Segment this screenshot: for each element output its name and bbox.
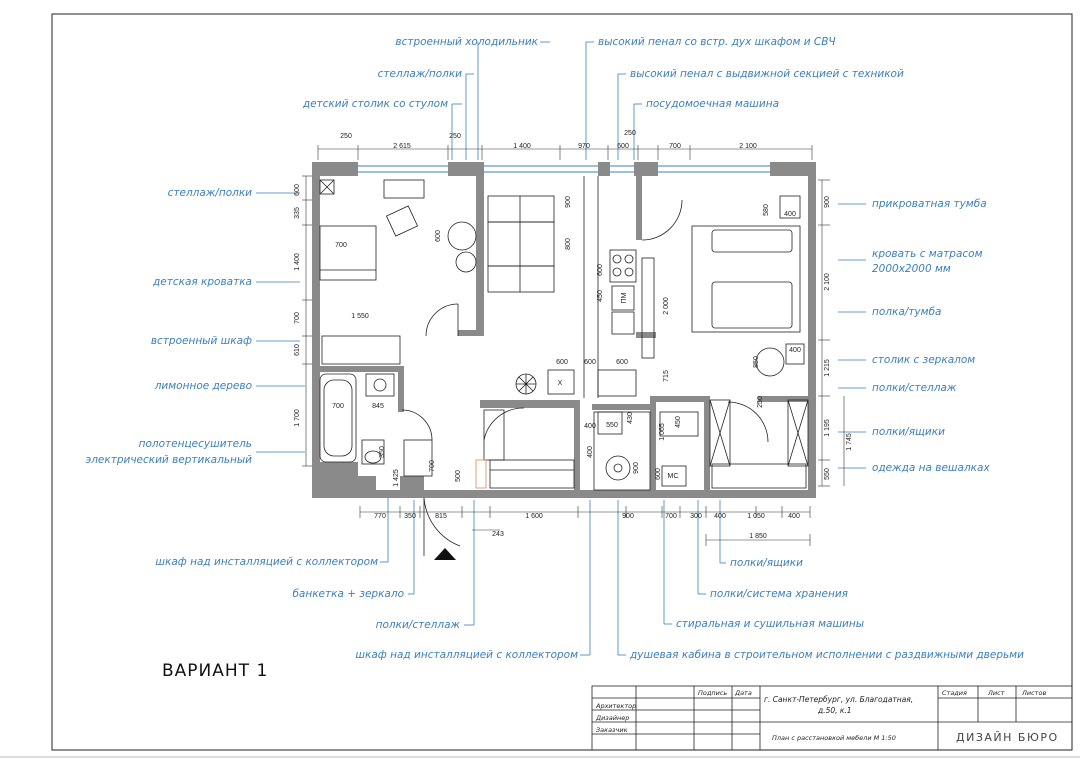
dim-inner: 2 000 (663, 297, 670, 315)
dim-inner: 700 (335, 242, 347, 249)
dim-left: 1 700 (294, 409, 301, 427)
dim-inner: 350 (379, 446, 386, 458)
dim-top: 2 100 (739, 143, 757, 150)
label-crib: детская кроватка (153, 276, 252, 288)
furniture-code-x: X (557, 380, 563, 387)
label-bed-size: 2000х2000 мм (872, 263, 951, 275)
dim-inner: 700 (332, 403, 344, 410)
dim-inner: 850 (753, 356, 760, 368)
label-bedside-table: прикроватная тумба (872, 198, 987, 210)
dim-inner: 600 (435, 230, 442, 242)
dim-right: 2 100 (824, 273, 831, 291)
label-storage-system: полки/система хранения (710, 588, 848, 600)
label-bed: кровать с матрасом (872, 248, 983, 260)
dim-right: 1 745 (846, 433, 853, 451)
label-rack-shelves-top: стеллаж/полки (377, 68, 462, 80)
label-cabinet-installation-2: шкаф над инсталляцией с коллектором (355, 649, 578, 661)
label-hanging-clothes: одежда на вешалках (872, 462, 990, 474)
title-block-designer: Дизайнер (596, 714, 630, 722)
label-towel-warmer-1: полотенцесушитель (138, 438, 252, 450)
label-rack-shelves-left: стеллаж/полки (167, 187, 252, 199)
dim-inner: 1 550 (351, 313, 369, 320)
dim-left: 335 (294, 207, 301, 219)
label-towel-warmer-2: электрический вертикальный (85, 454, 252, 466)
dim-inner: 800 (565, 238, 572, 250)
dim-inner: 450 (675, 416, 682, 428)
label-bench-mirror: банкетка + зеркало (292, 588, 404, 600)
dim-top: 250 (340, 133, 352, 140)
dim-top: 250 (624, 130, 636, 137)
dim-bottom: 900 (622, 513, 634, 520)
label-kids-table: детский столик со стулом (302, 98, 448, 110)
dim-bottom: 400 (788, 513, 800, 520)
dim-inner: 600 (597, 264, 604, 276)
dim-inner: 450 (597, 290, 604, 302)
dim-top: 2 615 (393, 143, 411, 150)
dim-inner: 600 (616, 359, 628, 366)
walls (312, 162, 816, 498)
title-block-stage-header: Стадия (942, 689, 967, 697)
label-washer-dryer: стиральная и сушильная машины (676, 618, 865, 630)
dim-bottom: 815 (435, 513, 447, 520)
title-block-client: Заказчик (596, 726, 628, 734)
dim-top: 1 400 (513, 143, 531, 150)
dim-inner: 430 (627, 412, 634, 424)
dim-inner: 600 (584, 359, 596, 366)
label-dishwasher: посудомоечная машина (646, 98, 780, 110)
dim-left: 1 400 (294, 253, 301, 271)
dim-top: 970 (578, 143, 590, 150)
title-block-sheet-header: Лист (988, 689, 1005, 697)
dim-bottom: 1 600 (525, 513, 543, 520)
dim-right: 550 (824, 468, 831, 480)
dim-bottom: 350 (404, 513, 416, 520)
label-shower-cabin: душевая кабина в строительном исполнении с раздвижными дверьми (630, 649, 1024, 661)
title-block-date-header: Дата (735, 689, 752, 697)
dim-left: 700 (294, 312, 301, 324)
label-lemon-tree: лимонное дерево (154, 380, 252, 392)
entrance-arrow (434, 548, 456, 560)
dim-inner: 845 (372, 403, 384, 410)
studio-logo: ДИЗАЙН БЮРО (956, 731, 1059, 744)
dim-inner: 1 065 (659, 423, 666, 441)
dim-inner: 400 (587, 446, 594, 458)
furniture-code-ms: МС (667, 473, 679, 480)
dim-bottom: 400 (714, 513, 726, 520)
dim-inner: 900 (633, 462, 640, 474)
dim-bottom: 770 (374, 513, 386, 520)
label-tall-cabinet-oven: высокий пенал со встр. дух шкафом и СВЧ (598, 36, 836, 48)
dim-top: 700 (669, 143, 681, 150)
furniture-code-pm: ПМ (621, 292, 628, 304)
title-block-sheet-title: План с расстановкой мебели М 1:50 (772, 734, 896, 742)
title-block-signature-header: Подпись (698, 689, 728, 697)
dim-inner: 250 (757, 396, 764, 408)
title-block-address: г. Санкт-Петербург, ул. Благодатная, д.50, к.1 (764, 695, 914, 715)
label-shelf-stand: полка/тумба (872, 306, 942, 318)
lemon-tree-symbol (516, 374, 536, 394)
dim-inner: 715 (663, 370, 670, 382)
label-built-in-fridge: встроенный холодильник (395, 36, 538, 48)
label-shelves-rack-bottom: полки/стеллаж (375, 619, 460, 631)
label-shelves-drawers-right: полки/ящики (872, 426, 945, 438)
dim-inner: 600 (556, 359, 568, 366)
dim-top: 250 (449, 133, 461, 140)
title-block-sheets-header: Листов (1022, 689, 1047, 697)
dim-inner: 600 (655, 468, 662, 480)
label-shelves-drawers-bottom: полки/ящики (730, 557, 803, 569)
dim-inner: 400 (784, 211, 796, 218)
title-block-architect: Архитектор (596, 702, 637, 710)
label-shelves-rack-right: полки/стеллаж (872, 382, 957, 394)
dim-inner: 500 (455, 470, 462, 482)
windows (358, 166, 770, 172)
label-built-in-wardrobe: встроенный шкаф (150, 335, 252, 347)
dim-bottom: 1 850 (749, 533, 767, 540)
variant-title: ВАРИАНТ 1 (162, 661, 269, 681)
label-cabinet-installation-1: шкаф над инсталляцией с коллектором (155, 556, 378, 568)
dim-left: 610 (294, 344, 301, 356)
dim-right: 900 (824, 196, 831, 208)
dim-bottom: 300 (690, 513, 702, 520)
dim-inner: 700 (429, 460, 436, 472)
dim-bottom: 243 (492, 531, 504, 538)
dim-left: 600 (294, 184, 301, 196)
dim-right: 1 215 (824, 359, 831, 377)
dim-inner: 580 (763, 204, 770, 216)
label-vanity-table: столик с зеркалом (872, 354, 976, 366)
dim-inner: 550 (606, 422, 618, 429)
dim-bottom: 700 (665, 513, 677, 520)
dim-inner: 400 (584, 423, 596, 430)
dim-right: 1 195 (824, 419, 831, 437)
dim-bottom: 1 050 (747, 513, 765, 520)
label-tall-cabinet-drawer: высокий пенал с выдвижной секцией с техникой (630, 68, 904, 80)
dim-inner: 900 (565, 196, 572, 208)
dim-inner: 1 425 (393, 469, 400, 487)
dim-inner: 400 (789, 347, 801, 354)
dim-top: 600 (617, 143, 629, 150)
